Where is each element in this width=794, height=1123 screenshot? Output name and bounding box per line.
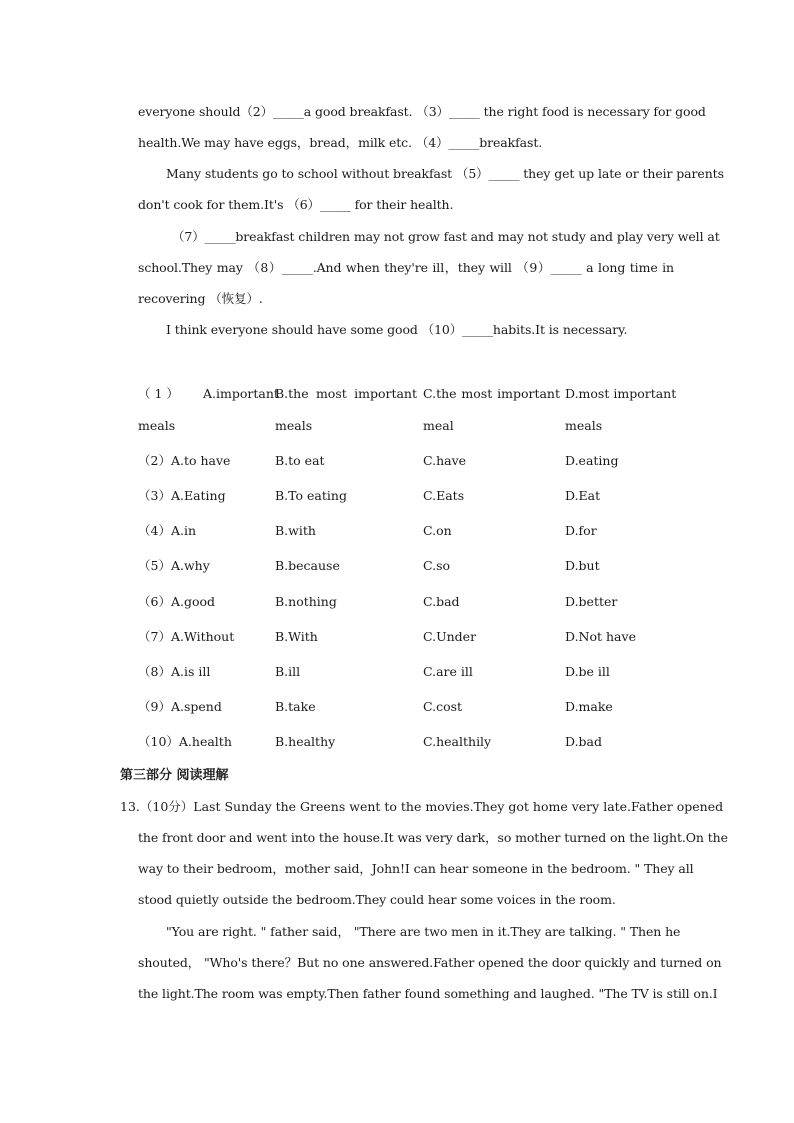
option-c: C.Under bbox=[423, 629, 477, 644]
section-heading: 第三部分 阅读理解 bbox=[120, 768, 229, 783]
option-c: C.healthily bbox=[423, 734, 492, 749]
option-a: （10）A.health bbox=[138, 734, 232, 749]
option-row-1 bbox=[138, 385, 678, 403]
option-c: C.have bbox=[423, 453, 467, 468]
option-d: D.eating bbox=[565, 453, 619, 468]
option-a: （5）A.why bbox=[138, 558, 210, 573]
q1-option-a-cont: meals bbox=[138, 418, 176, 433]
option-b: B.healthy bbox=[275, 734, 336, 749]
q1-option-b: B.the most important bbox=[275, 386, 417, 401]
option-b: B.To eating bbox=[275, 488, 347, 503]
option-b: B.take bbox=[275, 699, 316, 714]
q1-option-a: A.important bbox=[203, 386, 279, 401]
passage-line-8: I think everyone should have some good （10）_____habits.It is necessary. bbox=[166, 322, 628, 337]
option-b: B.nothing bbox=[275, 594, 337, 609]
passage-line-7: recovering （恢复）. bbox=[138, 291, 263, 306]
option-row-8 bbox=[138, 663, 678, 681]
question-13-line-1: 13.（10分）Last Sunday the Greens went to the movies.They got home very late.Father opened bbox=[120, 799, 724, 814]
option-row-3 bbox=[138, 487, 678, 505]
option-b: B.With bbox=[275, 629, 318, 644]
option-row-2 bbox=[138, 452, 678, 470]
option-b: B.ill bbox=[275, 664, 301, 679]
option-c: C.so bbox=[423, 558, 451, 573]
question-13-line-4: stood quietly outside the bedroom.They could hear some voices in the room. bbox=[138, 892, 616, 907]
q1-option-d: D.most important bbox=[565, 386, 677, 401]
option-c: C.cost bbox=[423, 699, 463, 714]
option-d: D.make bbox=[565, 699, 613, 714]
q1-option-d-cont: meals bbox=[565, 418, 603, 433]
option-row-1-cont bbox=[138, 417, 678, 435]
option-c: C.are ill bbox=[423, 664, 473, 679]
option-row-4 bbox=[138, 522, 678, 540]
question-13-line-3: way to their bedroom，mother said，John!I can hear someone in the bedroom. " They all bbox=[138, 861, 694, 876]
option-b: B.because bbox=[275, 558, 340, 573]
option-a: （3）A.Eating bbox=[138, 488, 226, 503]
option-row-9 bbox=[138, 698, 678, 716]
q1-number: （ 1 ） bbox=[138, 386, 179, 401]
option-a: （4）A.in bbox=[138, 523, 197, 538]
option-d: D.better bbox=[565, 594, 618, 609]
option-c: C.Eats bbox=[423, 488, 465, 503]
option-c: C.bad bbox=[423, 594, 460, 609]
passage-line-2: health.We may have eggs，bread，milk etc. （4）_____breakfast. bbox=[138, 135, 543, 150]
question-13-line-6: shouted， "Who's there？But no one answered.Father opened the door quickly and turned on bbox=[138, 955, 722, 970]
passage-line-1: everyone should（2）_____a good breakfast. （3）_____ the right food is necessary for good bbox=[138, 104, 706, 119]
option-row-10 bbox=[138, 733, 678, 751]
option-a: （8）A.is ill bbox=[138, 664, 211, 679]
option-b: B.to eat bbox=[275, 453, 325, 468]
option-d: D.bad bbox=[565, 734, 603, 749]
option-a: （9）A.spend bbox=[138, 699, 222, 714]
option-a: （6）A.good bbox=[138, 594, 216, 609]
option-b: B.with bbox=[275, 523, 316, 538]
passage-line-5: （7）_____breakfast children may not grow fast and may not study and play very well at bbox=[172, 229, 720, 244]
option-row-6 bbox=[138, 593, 678, 611]
option-a: （2）A.to have bbox=[138, 453, 231, 468]
passage-line-3: Many students go to school without breakfast （5）_____ they get up late or their parents bbox=[166, 166, 724, 181]
option-d: D.for bbox=[565, 523, 597, 538]
passage-line-4: don't cook for them.It's （6）_____ for their health. bbox=[138, 197, 454, 212]
q1-option-c: C.the most important bbox=[423, 386, 560, 401]
option-d: D.be ill bbox=[565, 664, 610, 679]
question-13-line-5: "You are right. " father said， "There are two men in it.They are talking. " Then he bbox=[166, 924, 681, 939]
option-d: D.Not have bbox=[565, 629, 636, 644]
option-row-7 bbox=[138, 628, 678, 646]
question-13-line-7: the light.The room was empty.Then father found something and laughed. "The TV is still on.I bbox=[138, 986, 718, 1001]
passage-line-6: school.They may （8）_____.And when they're ill，they will （9）_____ a long time in bbox=[138, 260, 674, 275]
option-d: D.Eat bbox=[565, 488, 601, 503]
option-a: （7）A.Without bbox=[138, 629, 235, 644]
question-13-line-2: the front door and went into the house.It was very dark，so mother turned on the light.On the bbox=[138, 830, 728, 845]
option-d: D.but bbox=[565, 558, 600, 573]
option-c: C.on bbox=[423, 523, 452, 538]
option-row-5 bbox=[138, 557, 678, 575]
q1-option-c-cont: meal bbox=[423, 418, 454, 433]
q1-option-b-cont: meals bbox=[275, 418, 313, 433]
